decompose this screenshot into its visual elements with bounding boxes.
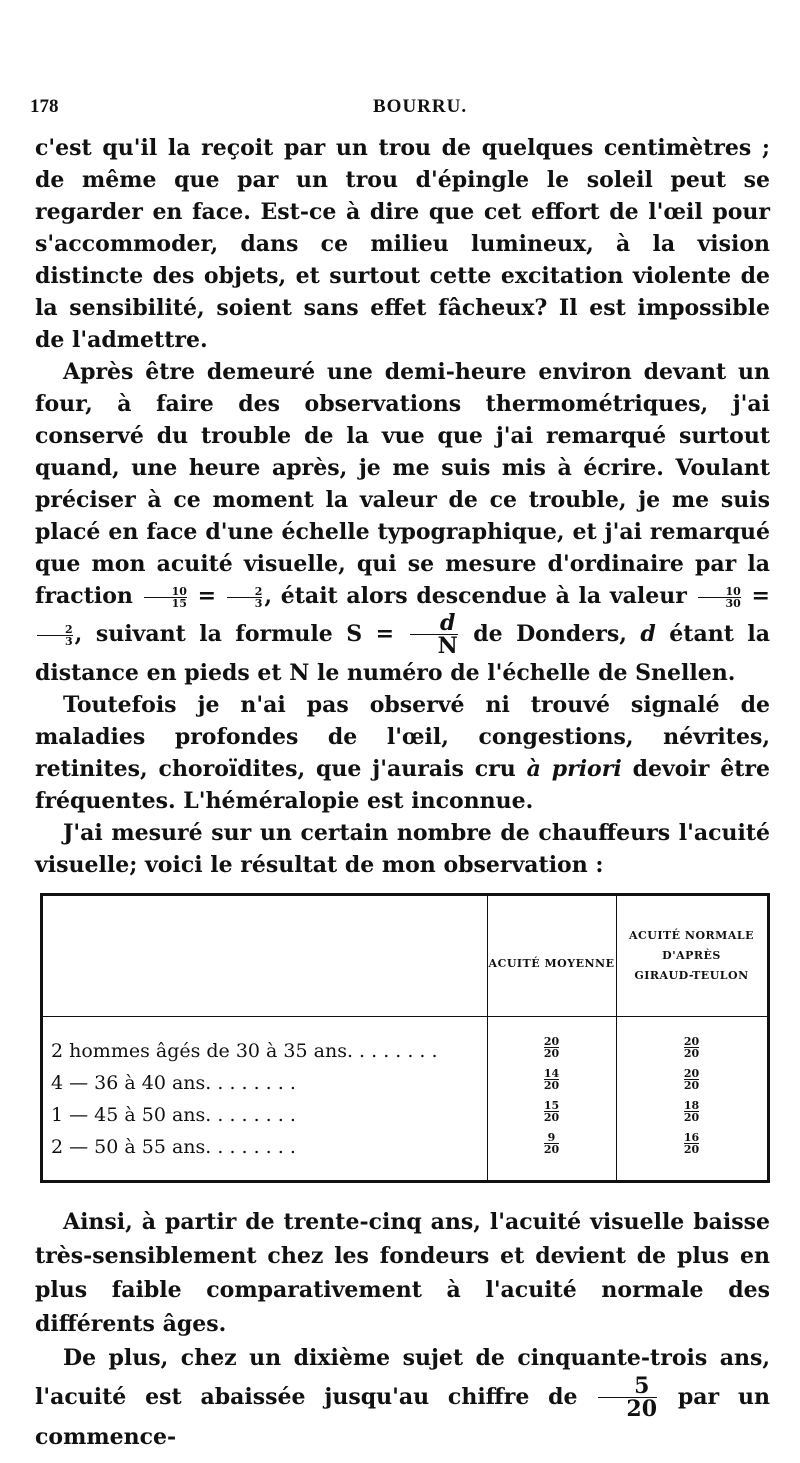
- frac-den: 15: [144, 597, 187, 609]
- body-text-after-table: [35, 1205, 770, 1454]
- row-label: 2 hommes âgés de 30 à 35 ans. . . . . . . .: [51, 1040, 438, 1062]
- frac-num: 2: [254, 584, 263, 598]
- body-text: [35, 132, 770, 881]
- p6-text-b: par un commence-: [35, 1383, 770, 1450]
- acuity-table: [40, 893, 770, 1183]
- table-row: [43, 1036, 773, 1066]
- p6-text-a: De plus, chez un dixième sujet de cinquante-trois ans, l'acuité est abaissée jusqu'au chiffre de: [35, 1345, 770, 1410]
- frac-num: 2: [65, 622, 73, 636]
- normal-value: [684, 1100, 699, 1123]
- header-mean-acuity: ACUITÉ MOYENNE: [488, 957, 615, 970]
- frac-num: 14: [543, 1067, 560, 1080]
- frac-num: 16: [683, 1131, 700, 1144]
- frac-den: 3: [37, 635, 73, 647]
- frac-num: 20: [683, 1067, 700, 1080]
- p3-italic: à priori: [526, 756, 622, 782]
- frac-den: N: [410, 634, 458, 657]
- p2-text-c: , suivant la formule S: [74, 620, 363, 647]
- frac-den: 20: [683, 1079, 700, 1092]
- normal-value: [684, 1068, 699, 1091]
- frac-num: 9: [547, 1131, 556, 1144]
- normal-value: [684, 1132, 699, 1155]
- frac-num: 15: [543, 1099, 560, 1112]
- frac-den: 20: [683, 1111, 700, 1124]
- header-normal-line1: ACUITÉ NORMALE: [628, 929, 755, 942]
- equals-sign: =: [197, 583, 217, 609]
- fraction-5-20: [598, 1375, 657, 1420]
- mean-value: [544, 1132, 559, 1155]
- fraction-2-3-b: [37, 624, 73, 647]
- p2-text-b: , était alors descendue à la valeur: [264, 583, 687, 609]
- running-head: BOURRU.: [373, 96, 468, 117]
- page-header: [28, 92, 773, 122]
- frac-den: 20: [543, 1047, 560, 1060]
- p2-text-d: de Donders,: [473, 620, 627, 647]
- mean-value: [544, 1100, 559, 1123]
- frac-den: 20: [543, 1143, 560, 1156]
- row-label: 1 — 45 à 50 ans. . . . . . . .: [51, 1104, 296, 1126]
- p2-text-e: étant la distance en pieds et N le numéro de l'échelle de Snellen.: [35, 620, 770, 686]
- frac-den: 20: [598, 1397, 657, 1420]
- frac-num: 10: [171, 584, 187, 598]
- header-normal-line2: D'APRÈS: [662, 949, 721, 962]
- frac-den: 30: [698, 597, 741, 609]
- mean-value: [544, 1068, 559, 1091]
- header-normal-acuity: [616, 926, 767, 986]
- fraction-10-30: [698, 586, 741, 609]
- frac-num: 5: [634, 1373, 650, 1399]
- paragraph-3: [35, 689, 770, 817]
- p2-text-a: Après être demeuré une demi-heure environ devant un four, à faire des observations thermométriques, j'ai conservé du trouble de la vue que j'ai remarqué surtout quand, une heure après, je me suis mis à écrire. Voulant préciser à ce moment la valeur de ce trouble, je me suis placé en face d'une échelle typographique, et j'ai remarqué que mon acuité visuelle, qui se mesure d'ordinaire par la fraction: [35, 359, 770, 609]
- paragraph-2: [35, 356, 770, 689]
- fraction-2-3: [227, 586, 263, 609]
- table-row: [43, 1132, 773, 1162]
- header-normal-line3: GIRAUD-TEULON: [634, 969, 749, 982]
- equals-sign: =: [751, 583, 770, 609]
- p2-italic-d: d: [640, 620, 656, 647]
- table-row: [43, 1068, 773, 1098]
- table-row: [43, 1100, 773, 1130]
- frac-num: 20: [683, 1035, 700, 1048]
- paragraph-1: c'est qu'il la reçoit par un trou de quelques centimètres ; de même que par un trou d'épingle le soleil peut se regarder en face. Est-ce à dire que cet effort de l'œil pour s'accommoder, dans ce milieu lumineux, à la vision distincte des objets, et surtout cette excitation violente de la sensibilité, soient sans effet fâcheux? Il est impossible de l'admettre.: [35, 135, 770, 353]
- equals-sign: =: [375, 620, 395, 647]
- paragraph-5: Ainsi, à partir de trente-cinq ans, l'acuité visuelle baisse très-sensiblement chez les fondeurs et devient de plus en plus faible comparativement à l'acuité normale des différents âges.: [35, 1209, 770, 1337]
- fraction-10-15: [144, 586, 187, 609]
- frac-den: 20: [543, 1111, 560, 1124]
- frac-den: 20: [683, 1047, 700, 1060]
- frac-num: d: [439, 610, 456, 636]
- p3-text-b: devoir être fréquentes. L'héméralopie est inconnue.: [35, 756, 770, 814]
- frac-num: 18: [683, 1099, 700, 1112]
- paragraph-4: J'ai mesuré sur un certain nombre de chauffeurs l'acuité visuelle; voici le résultat de mon observation :: [35, 820, 770, 878]
- frac-den: 20: [683, 1143, 700, 1156]
- normal-value: [684, 1036, 699, 1059]
- table-header-divider: [43, 1016, 767, 1017]
- mean-value: [544, 1036, 559, 1059]
- frac-den: 20: [543, 1079, 560, 1092]
- row-label: 2 — 50 à 55 ans. . . . . . . .: [51, 1136, 296, 1158]
- formula-d-over-n: [410, 612, 458, 657]
- frac-den: 3: [227, 597, 263, 609]
- paragraph-6: [35, 1341, 770, 1454]
- frac-num: 10: [725, 584, 741, 598]
- page-number: 178: [30, 96, 59, 117]
- row-label: 4 — 36 à 40 ans. . . . . . . .: [51, 1072, 296, 1094]
- p3-text-a: Toutefois je n'ai pas observé ni trouvé signalé de maladies profondes de l'œil, congestions, névrites, retinites, choroïdites, que j'aurais cru: [35, 692, 770, 782]
- frac-num: 20: [543, 1035, 560, 1048]
